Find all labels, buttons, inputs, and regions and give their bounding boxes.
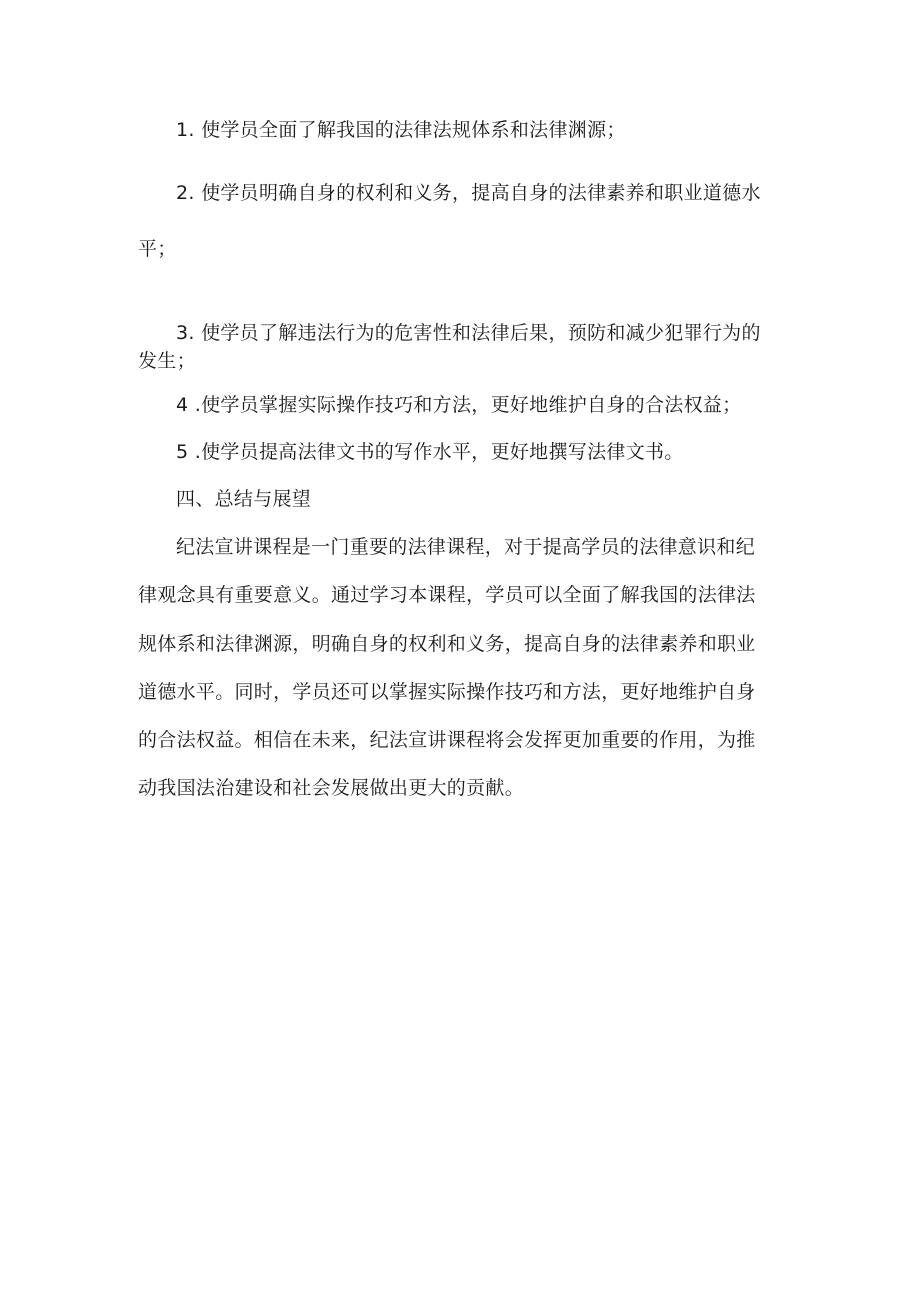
- section-heading: 四、总结与展望: [176, 488, 312, 510]
- list-item-2-line-1: 2. 使学员明确自身的权利和义务，提高自身的法律素养和职业道德水: [176, 182, 761, 204]
- list-item-3-line-1: 3. 使学员了解违法行为的危害性和法律后果，预防和减少犯罪行为的: [176, 322, 761, 344]
- list-item-5: 5 .使学员提高法律文书的写作水平，更好地撰写法律文书。: [176, 441, 684, 463]
- conclusion-line-1: 纪法宣讲课程是一门重要的法律课程，对于提高学员的法律意识和纪: [176, 536, 756, 558]
- list-item-4: 4 .使学员掌握实际操作技巧和方法，更好地维护自身的合法权益；: [176, 394, 742, 416]
- list-item-1: 1. 使学员全面了解我国的法律法规体系和法律渊源；: [176, 119, 626, 141]
- conclusion-line-6: 动我国法治建设和社会发展做出更大的贡献。: [138, 777, 525, 799]
- conclusion-line-2: 律观念具有重要意义。通过学习本课程，学员可以全面了解我国的法律法: [138, 584, 756, 606]
- conclusion-line-3: 规体系和法律渊源，明确自身的权利和义务，提高自身的法律素养和职业: [138, 633, 756, 655]
- conclusion-line-5: 的合法权益。相信在未来，纪法宣讲课程将会发挥更加重要的作用，为推: [138, 729, 756, 751]
- list-item-2-line-2: 平；: [138, 238, 177, 260]
- conclusion-line-4: 道德水平。同时，学员还可以掌握实际操作技巧和方法，更好地维护自身: [138, 681, 756, 703]
- list-item-3-line-2: 发生；: [138, 350, 196, 372]
